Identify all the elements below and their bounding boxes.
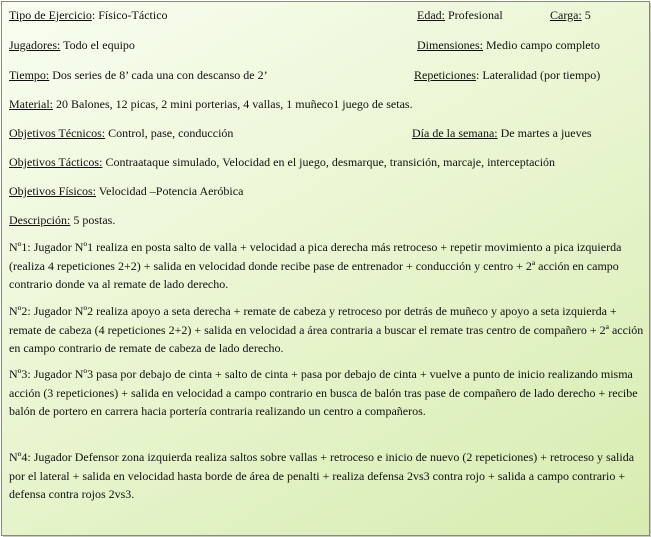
obj-tecnicos-label: Objetivos Técnicos: xyxy=(9,126,106,140)
tipo-value: : Físico-Táctico xyxy=(91,8,168,22)
jugadores-row xyxy=(9,38,135,52)
posta-3-paragraph xyxy=(9,365,644,421)
obj-tacticos-label: Objetivos Tácticos: xyxy=(9,155,103,169)
dia-semana-row xyxy=(412,126,592,140)
tiempo-label: Tiempo: xyxy=(9,68,50,82)
edad-row xyxy=(417,8,503,22)
obj-tacticos-value: Contraataque simulado, Velocidad en el juego, desmarque, transición, marcaje, interceptación xyxy=(102,155,556,169)
posta-4-label: Nº4 xyxy=(9,450,28,464)
tiempo-value: Dos series de 8’ cada una con descanso de 2’ xyxy=(49,68,268,82)
tipo-row xyxy=(9,8,168,22)
obj-fisicos-row xyxy=(9,184,243,198)
descripcion-value: 5 postas. xyxy=(70,213,116,227)
posta-3-label: Nº3 xyxy=(9,367,28,381)
descripcion-row xyxy=(9,213,115,227)
carga-label: Carga: xyxy=(550,8,582,22)
dimensiones-label: Dimensiones: xyxy=(417,38,483,52)
obj-fisicos-label: Objetivos Físicos: xyxy=(9,184,97,198)
jugadores-label: Jugadores: xyxy=(9,38,61,52)
posta-2-label: Nº2 xyxy=(9,304,28,318)
material-value: 20 Balones, 12 picas, 2 mini porterias, 4 vallas, 1 muñeco1 juego de setas. xyxy=(52,97,413,111)
tiempo-row xyxy=(9,68,268,82)
posta-4-paragraph xyxy=(9,448,644,504)
material-label: Material: xyxy=(9,97,53,111)
repeticiones-value: : Lateralidad (por tiempo) xyxy=(475,68,601,82)
descripcion-label: Descripción: xyxy=(9,213,71,227)
posta-2-paragraph xyxy=(9,302,644,358)
carga-row xyxy=(550,8,591,22)
posta-2-text: : Jugador Nº2 realiza apoyo a seta derecha + remate de cabeza y retroceso por detrás de muñeco y apoyo a seta izquierda + remate de cabeza (4 repeticiones 2+2) + salida en velocidad a área contraria a buscar el remate tras centro de compañero + 2ª acción en campo contrario de remate de cabeza de lado derecho. xyxy=(9,304,644,355)
jugadores-value: Todo el equipo xyxy=(60,38,135,52)
edad-label: Edad: xyxy=(417,8,445,22)
exercise-card xyxy=(1,1,650,536)
material-row xyxy=(9,97,413,111)
posta-1-paragraph xyxy=(9,238,644,294)
obj-fisicos-value: Velocidad –Potencia Aeróbica xyxy=(96,184,244,198)
dia-semana-value: De martes a jueves xyxy=(497,126,592,140)
repeticiones-row xyxy=(414,68,600,82)
dimensiones-row xyxy=(417,38,600,52)
repeticiones-label: Repeticiones xyxy=(414,68,476,82)
dimensiones-value: Medio campo completo xyxy=(483,38,600,52)
posta-1-text: : Jugador Nº1 realiza en posta salto de valla + velocidad a pica derecha más retroceso + repetir movimiento a pica izquierda (realiza 4 repeticiones 2+2) + salida en velocidad donde recibe pase de entrenador + conducción y centro + 2ª acción en campo contrario donde va al remate de lado derecho. xyxy=(9,240,622,291)
posta-4-text: : Jugador Defensor zona izquierda realiza saltos sobre vallas + retroceso e inicio de nuevo (2 repeticiones) + retroceso y salida por el lateral + salida en velocidad hasta borde de área de penalti + realiza defensa 2vs3 contra rojo + salida a campo contrario + defensa contra rojos 2vs3. xyxy=(9,450,635,501)
posta-1-label: Nº1 xyxy=(9,240,28,254)
obj-tecnicos-row xyxy=(9,126,233,140)
edad-value: Profesional xyxy=(445,8,503,22)
dia-semana-label: Día de la semana: xyxy=(412,126,498,140)
tipo-label: Tipo de Ejercicio xyxy=(9,8,92,22)
posta-3-text: : Jugador Nº3 pasa por debajo de cinta + salto de cinta + pasa por debajo de cinta + vuelve a punto de inicio realizando misma acción (3 repeticiones) + salida en velocidad a campo contrario en busca de balón tras pase de compañero de lado derecho + recibe balón de portero en carrera hacia portería contraria realizando un centro a compañeros. xyxy=(9,367,638,418)
obj-tacticos-row xyxy=(9,155,555,169)
obj-tecnicos-value: Control, pase, conducción xyxy=(105,126,234,140)
carga-value: 5 xyxy=(581,8,591,22)
